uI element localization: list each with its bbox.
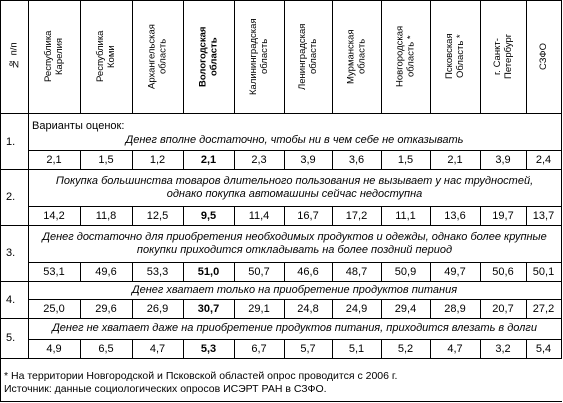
h-rule xyxy=(0,113,562,114)
row-number: 5. xyxy=(6,332,16,344)
column-header-line: Коми xyxy=(106,45,117,68)
value-cell: 3,2 xyxy=(495,342,511,355)
v-rule xyxy=(480,0,481,113)
column-header-2 xyxy=(132,4,183,109)
value-cell: 48,7 xyxy=(345,265,368,278)
value-cell: 50,7 xyxy=(248,265,270,278)
v-rule xyxy=(132,339,133,358)
value-cell: 49,6 xyxy=(95,265,117,278)
value-cell: 5,4 xyxy=(535,342,552,355)
v-rule xyxy=(381,299,382,318)
column-header-line: Вологодская xyxy=(197,26,209,87)
v-rule xyxy=(28,0,29,358)
value-cell: 29,6 xyxy=(95,302,117,315)
value-cell: 3,6 xyxy=(348,153,365,166)
column-header-line: область xyxy=(208,37,220,76)
value-cell: 12,5 xyxy=(146,209,169,222)
v-rule xyxy=(381,0,382,113)
column-header-1 xyxy=(80,4,132,109)
v-rule xyxy=(284,299,285,318)
value-cell: 2,1 xyxy=(447,153,463,166)
h-rule xyxy=(28,262,562,263)
column-header-10 xyxy=(526,4,561,109)
v-rule xyxy=(80,150,81,169)
h-rule xyxy=(28,150,562,151)
value-cell: 29,4 xyxy=(394,302,417,315)
row-description xyxy=(28,281,561,299)
v-rule xyxy=(430,150,431,169)
v-rule xyxy=(0,0,1,401)
value-cell: 19,7 xyxy=(492,209,514,222)
row-description-line: Денег хватает только на приобретение продуктов питания xyxy=(131,283,458,296)
value-cell: 16,7 xyxy=(297,209,319,222)
column-header-5 xyxy=(284,4,332,109)
column-header-line: область xyxy=(356,38,368,75)
value-cell: 1,2 xyxy=(149,153,166,166)
v-rule xyxy=(332,206,333,225)
column-header-line: Республика xyxy=(95,30,106,83)
v-rule xyxy=(430,339,431,358)
v-rule xyxy=(332,262,333,281)
column-header-7 xyxy=(381,4,430,109)
v-rule xyxy=(234,0,235,113)
row-description-line: Денег достаточно для приобретения необходимых продуктов и одежды, однако более крупные xyxy=(42,230,547,243)
column-header-line: область * xyxy=(405,35,417,78)
row-number: 1. xyxy=(6,136,16,148)
v-rule xyxy=(526,150,527,169)
value-cell: 51,0 xyxy=(197,265,220,278)
column-header-line: Архангельская xyxy=(146,24,158,89)
v-rule xyxy=(234,206,235,225)
column-header-line: область xyxy=(157,38,169,75)
v-rule xyxy=(80,0,81,113)
column-header-line: Новгородская xyxy=(394,25,406,88)
v-rule xyxy=(284,0,285,113)
value-cell: 2,3 xyxy=(251,153,267,166)
v-rule xyxy=(430,206,431,225)
value-cell: 3,9 xyxy=(300,153,316,166)
value-cell: 11,4 xyxy=(248,209,270,222)
intro-label: Варианты оценок: xyxy=(32,120,125,132)
row-description xyxy=(28,131,561,150)
v-rule xyxy=(132,299,133,318)
column-header-4 xyxy=(234,4,284,109)
value-cell: 53,1 xyxy=(43,265,65,278)
value-cell: 46,6 xyxy=(297,265,319,278)
footnote-2: Источник: данные социологических опросов ИСЭРТ РАН в СЗФО. xyxy=(4,383,327,395)
v-rule xyxy=(480,206,481,225)
v-rule xyxy=(381,206,382,225)
v-rule xyxy=(80,206,81,225)
v-rule xyxy=(526,206,527,225)
h-rule xyxy=(28,299,562,300)
value-cell: 29,1 xyxy=(248,302,270,315)
h-rule xyxy=(0,0,562,1)
h-rule xyxy=(0,318,562,319)
row-description xyxy=(28,318,561,339)
v-rule xyxy=(284,262,285,281)
value-cell: 24,9 xyxy=(345,302,368,315)
column-header-line: Карелия xyxy=(54,37,65,76)
h-rule xyxy=(0,169,562,170)
value-cell: 1,5 xyxy=(98,153,114,166)
v-rule xyxy=(132,262,133,281)
column-header-line: область xyxy=(308,38,319,75)
row-description xyxy=(28,169,561,206)
value-cell: 1,5 xyxy=(397,153,414,166)
v-rule xyxy=(234,262,235,281)
row-number: 3. xyxy=(6,247,16,259)
v-rule xyxy=(381,150,382,169)
column-header-line: Ленинградская xyxy=(297,23,308,90)
value-cell: 5,2 xyxy=(397,342,414,355)
h-rule xyxy=(0,281,562,282)
v-rule xyxy=(430,0,431,113)
v-rule xyxy=(332,299,333,318)
column-header-line: г. Санкт- xyxy=(492,38,503,75)
value-cell: 11,1 xyxy=(395,209,416,222)
v-rule xyxy=(183,299,184,318)
v-rule xyxy=(132,0,133,113)
value-cell: 50,9 xyxy=(394,265,417,278)
v-rule xyxy=(183,339,184,358)
column-header-line: Псковская xyxy=(444,33,455,80)
h-rule xyxy=(28,339,562,340)
footnote-1: * На территории Новгородской и Псковской областей опрос проводится с 2006 г. xyxy=(4,370,398,382)
value-cell: 4,7 xyxy=(149,342,166,355)
row-number: 4. xyxy=(6,293,16,306)
column-header-6 xyxy=(332,4,381,109)
row-description-line: однако покупка автомашины сейчас недоступна xyxy=(166,187,423,200)
v-rule xyxy=(183,150,184,169)
value-cell: 53,3 xyxy=(146,265,169,278)
value-cell: 30,7 xyxy=(197,302,220,315)
h-rule xyxy=(28,206,562,207)
column-header-3 xyxy=(183,4,234,109)
v-rule xyxy=(332,339,333,358)
v-rule xyxy=(480,262,481,281)
column-header-9 xyxy=(480,4,526,109)
value-cell: 5,7 xyxy=(300,342,316,355)
v-rule xyxy=(80,339,81,358)
column-header-line: Калининградская xyxy=(248,18,259,95)
value-cell: 4,7 xyxy=(447,342,463,355)
row-description xyxy=(28,225,561,262)
v-rule xyxy=(561,0,562,358)
value-cell: 2,1 xyxy=(46,153,62,166)
value-cell: 24,8 xyxy=(297,302,319,315)
column-header-line: Петербург xyxy=(503,33,514,80)
row-description-line: Денег не хватает даже на приобретение продуктов питания, приходится влезать в долги xyxy=(52,322,537,334)
v-rule xyxy=(234,339,235,358)
row-number: 2. xyxy=(6,191,16,203)
h-rule xyxy=(0,358,562,359)
value-cell: 3,9 xyxy=(495,153,511,166)
value-cell: 28,9 xyxy=(444,302,466,315)
column-header-0 xyxy=(28,4,80,109)
value-cell: 50,6 xyxy=(492,265,514,278)
value-cell: 14,2 xyxy=(43,209,65,222)
v-rule xyxy=(332,0,333,113)
column-header-line: Республика xyxy=(43,30,54,83)
header-row-number-label: № п/п xyxy=(8,42,20,70)
v-rule xyxy=(80,299,81,318)
v-rule xyxy=(183,206,184,225)
v-rule xyxy=(234,299,235,318)
value-cell: 4,9 xyxy=(46,342,62,355)
v-rule xyxy=(526,0,527,113)
v-rule xyxy=(480,150,481,169)
v-rule xyxy=(430,299,431,318)
row-description-line: Покупка большинства товаров длительного пользования не вызывает у нас трудностей, xyxy=(55,174,534,187)
column-header-8 xyxy=(430,4,480,109)
value-cell: 11,8 xyxy=(95,209,117,222)
v-rule xyxy=(526,299,527,318)
v-rule xyxy=(430,262,431,281)
value-cell: 26,9 xyxy=(146,302,169,315)
v-rule xyxy=(480,299,481,318)
value-cell: 6,5 xyxy=(98,342,114,355)
v-rule xyxy=(132,206,133,225)
value-cell: 50,1 xyxy=(532,265,555,278)
column-header-line: Область * xyxy=(455,34,466,79)
v-rule xyxy=(526,262,527,281)
v-rule xyxy=(132,150,133,169)
value-cell: 17,2 xyxy=(345,209,368,222)
value-cell: 5,1 xyxy=(348,342,365,355)
value-cell: 13,6 xyxy=(444,209,466,222)
v-rule xyxy=(381,339,382,358)
row-description-line: покупки приходится откладывать на более поздний период xyxy=(136,243,453,256)
value-cell: 49,7 xyxy=(444,265,466,278)
h-rule xyxy=(0,225,562,226)
v-rule xyxy=(480,339,481,358)
v-rule xyxy=(80,262,81,281)
value-cell: 5,3 xyxy=(200,342,217,355)
value-cell: 6,7 xyxy=(251,342,267,355)
column-header-line: СЗФО xyxy=(538,43,549,70)
value-cell: 9,5 xyxy=(200,209,217,222)
v-rule xyxy=(284,339,285,358)
value-cell: 27,2 xyxy=(532,302,555,315)
value-cell: 2,4 xyxy=(535,153,552,166)
v-rule xyxy=(284,206,285,225)
header-row-number xyxy=(0,2,28,110)
column-header-line: Мурманская xyxy=(345,29,357,84)
value-cell: 13,7 xyxy=(532,209,555,222)
v-rule xyxy=(381,262,382,281)
v-rule xyxy=(234,150,235,169)
v-rule xyxy=(183,262,184,281)
h-rule xyxy=(0,401,562,402)
value-cell: 20,7 xyxy=(492,302,514,315)
v-rule xyxy=(332,150,333,169)
v-rule xyxy=(284,150,285,169)
row-description-line: Денег вполне достаточно, чтобы ни в чем себе не отказывать xyxy=(125,134,464,146)
column-header-line: область xyxy=(259,38,270,75)
value-cell: 2,1 xyxy=(200,153,217,166)
value-cell: 25,0 xyxy=(43,302,65,315)
v-rule xyxy=(183,0,184,113)
v-rule xyxy=(526,339,527,358)
